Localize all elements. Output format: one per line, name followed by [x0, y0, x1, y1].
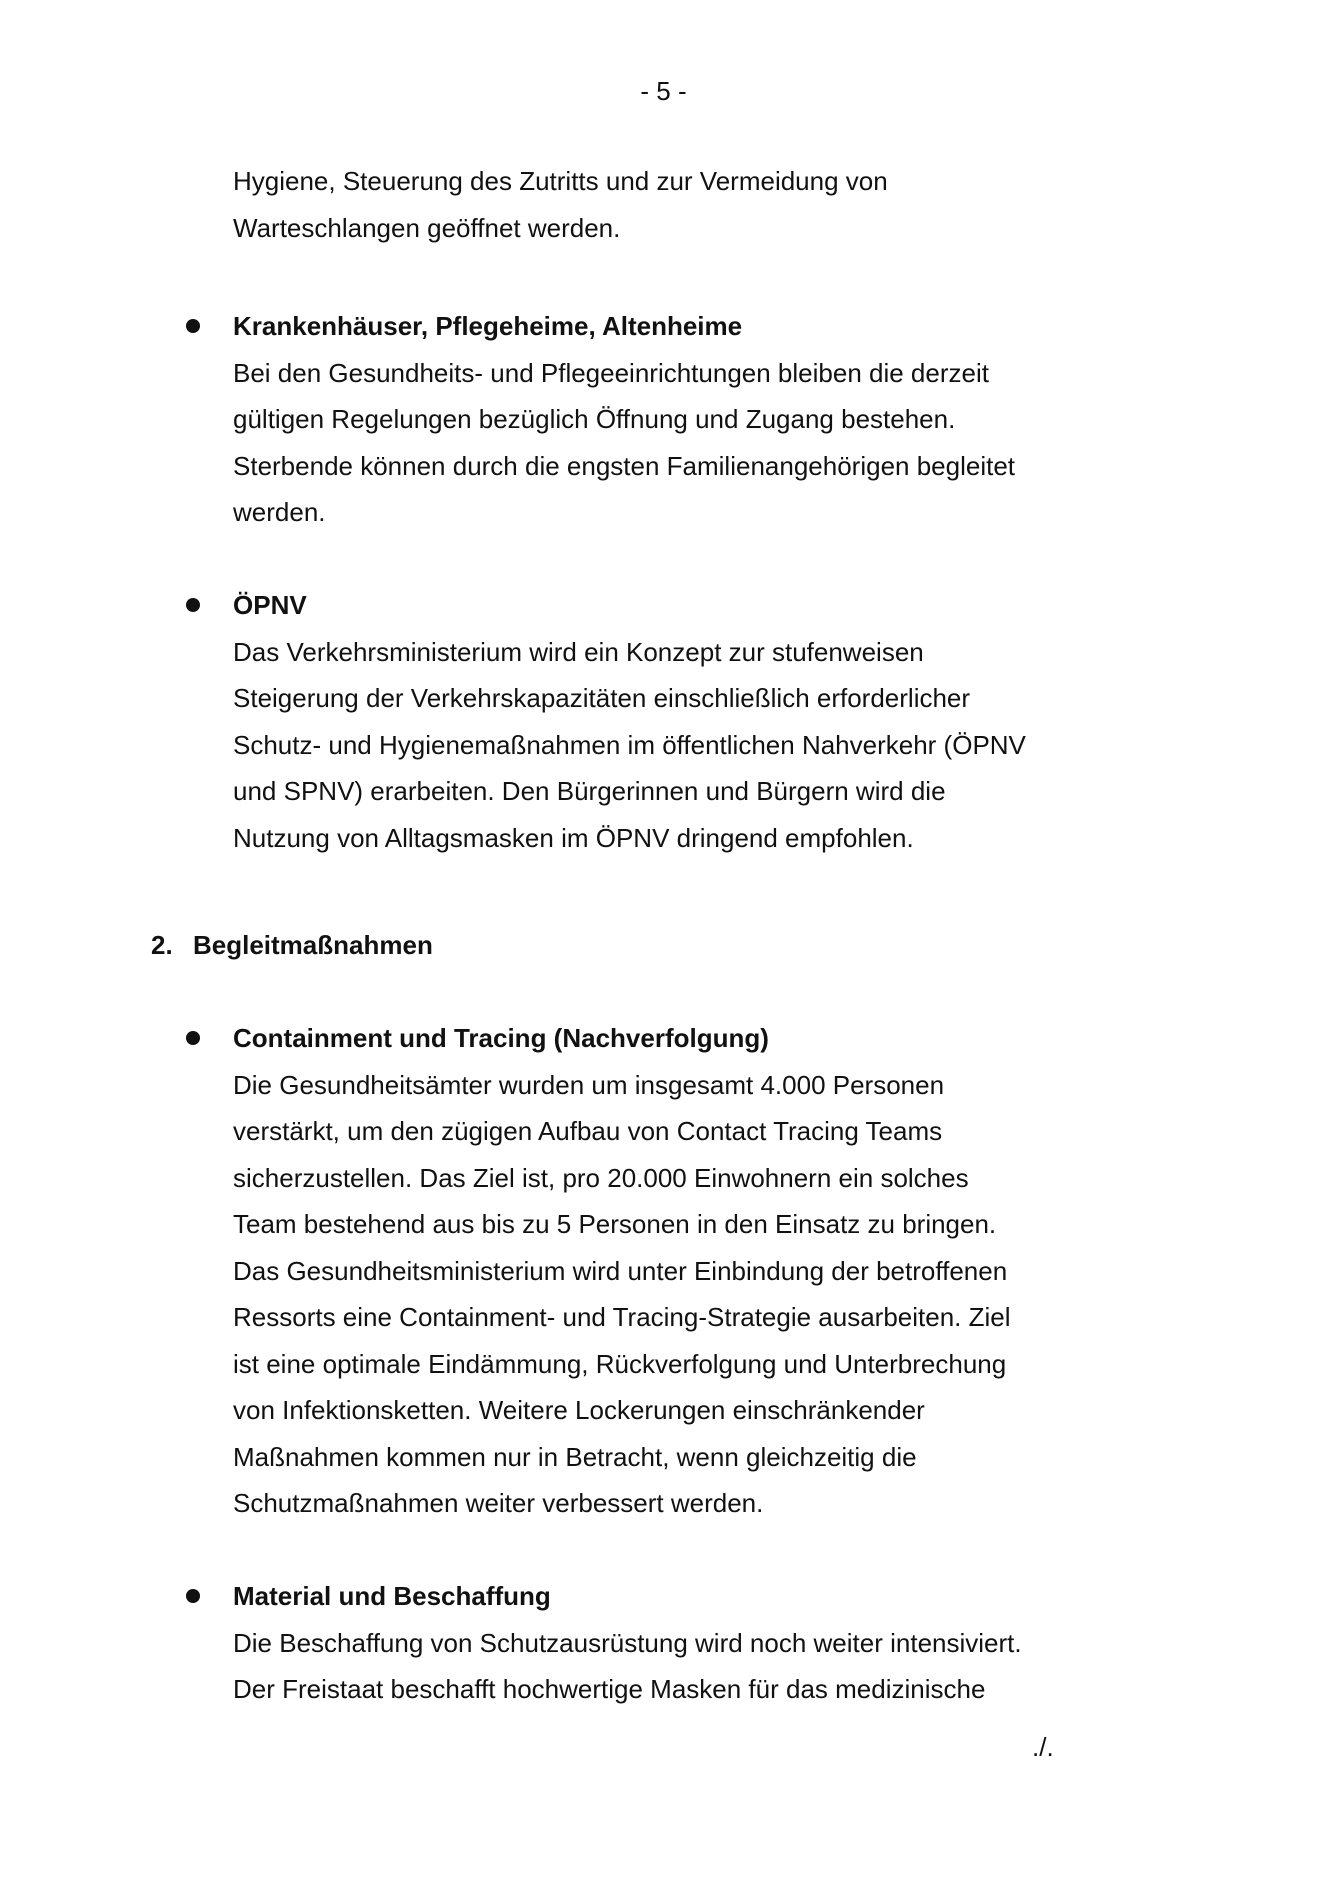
bullet-icon — [186, 1031, 200, 1045]
page-number: - 5 - — [640, 76, 687, 106]
text-line: Team bestehend aus bis zu 5 Personen in den Einsatz zu bringen. — [233, 1209, 997, 1239]
text-line: Bei den Gesundheits- und Pflegeeinrichtungen bleiben die derzeit — [233, 357, 989, 388]
item-title: Krankenhäuser, Pflegeheime, Altenheime — [233, 311, 743, 341]
section-title: Begleitmaßnahmen — [193, 930, 433, 960]
text-line: Das Gesundheitsministerium wird unter Einbindung der betroffenen — [233, 1255, 1008, 1286]
continuation-mark: ./. — [1032, 1732, 1054, 1762]
bullet-icon — [186, 598, 200, 612]
text-line: Steigerung der Verkehrskapazitäten einschließlich erforderlicher — [233, 683, 971, 713]
text-line: Warteschlangen geöffnet werden. — [233, 212, 621, 243]
item-title: ÖPNV — [233, 590, 307, 620]
text-line: ist eine optimale Eindämmung, Rückverfolgung und Unterbrechung — [233, 1348, 1007, 1379]
text-line: Ressorts eine Containment- und Tracing-Strategie ausarbeiten. Ziel — [233, 1302, 1011, 1332]
bullet-icon — [186, 319, 200, 333]
text-line: gültigen Regelungen bezüglich Öffnung und Zugang bestehen. — [233, 404, 956, 434]
item-title: Material und Beschaffung — [233, 1581, 551, 1611]
bullet-icon — [186, 1589, 200, 1603]
item-title: Containment und Tracing (Nachverfolgung) — [233, 1023, 769, 1053]
list-item-hospitals — [233, 303, 1133, 536]
text-line: werden. — [233, 497, 326, 527]
list-item-containment — [233, 1015, 1133, 1527]
text-line: Schutz- und Hygienemaßnahmen im öffentlichen Nahverkehr (ÖPNV — [233, 729, 1026, 760]
text-line: und SPNV) erarbeiten. Den Bürgerinnen und Bürgern wird die — [233, 776, 946, 806]
text-line: Nutzung von Alltagsmasken im ÖPNV dringend empfohlen. — [233, 822, 914, 853]
text-line: Sterbende können durch die engsten Familienangehörigen begleitet — [233, 450, 1016, 481]
section-heading — [151, 928, 433, 962]
text-line: verstärkt, um den zügigen Aufbau von Contact Tracing Teams — [233, 1116, 943, 1146]
text-line: Hygiene, Steuerung des Zutritts und zur Vermeidung von — [233, 166, 888, 196]
list-item-material — [233, 1573, 1133, 1713]
text-line: von Infektionsketten. Weitere Lockerungen einschränkender — [233, 1395, 925, 1425]
text-line: Die Beschaffung von Schutzausrüstung wird noch weiter intensiviert. — [233, 1627, 1022, 1658]
text-line: Maßnahmen kommen nur in Betracht, wenn gleichzeitig die — [233, 1441, 917, 1472]
text-line: Das Verkehrsministerium wird ein Konzept zur stufenweisen — [233, 636, 924, 667]
text-line: Schutzmaßnahmen weiter verbessert werden. — [233, 1488, 764, 1518]
list-item-opnv — [233, 582, 1133, 861]
intro-paragraph — [233, 158, 1133, 251]
text-line: sicherzustellen. Das Ziel ist, pro 20.000 Einwohnern ein solches — [233, 1162, 969, 1193]
text-line: Der Freistaat beschafft hochwertige Masken für das medizinische — [233, 1674, 986, 1704]
section-number: 2. — [151, 930, 173, 960]
text-line: Die Gesundheitsämter wurden um insgesamt 4.000 Personen — [233, 1069, 945, 1100]
